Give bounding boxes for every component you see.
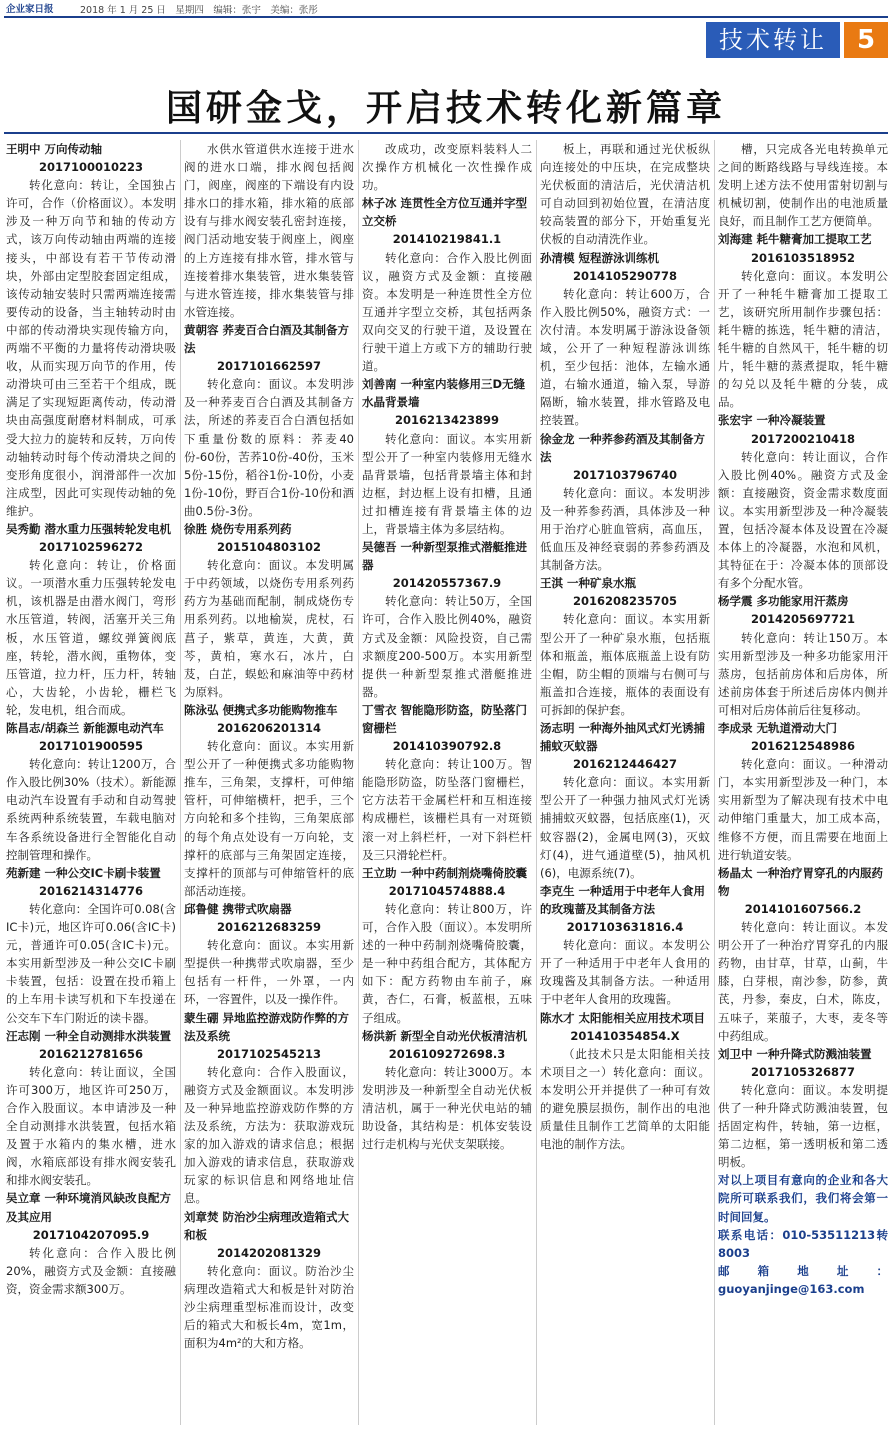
patent-number: 2017101662597: [216, 359, 322, 374]
patent-number: 2016208235705: [572, 594, 678, 609]
project-description: 转化意向：面议。本发明涉及一种荞麦百合白酒及其制备方法，所述的荞麦百合白酒包括如下重量份数的原料：荞麦40份-60份，苦荞10份-40份，玉米5份-15份，稻谷1份-10份，小麦1份-10份，野百合1份-10份和酒曲0.5份-3份。: [184, 377, 354, 518]
project-title: 杨洪新 新型全自动光伏板清洁机: [362, 1028, 528, 1043]
patent-number: 2016206201314: [216, 721, 322, 735]
project-title: 汤志明 一种海外抽风式灯光诱捕捕蚊灭蚊器: [540, 721, 706, 754]
patent-number: 2016212548986: [750, 739, 856, 754]
project-title: 汪志刚 一种全自动测排水洪装置: [6, 1028, 172, 1043]
project-title: 刘善南 一种室内装修用三D无缝水晶背景墙: [362, 377, 526, 410]
project-description: 转化意向：转让100万。智能隐形防盗，防坠落门窗栅栏，它方法若干金属栏杆和互相连接构成栅栏，该栅栏具有一对斑锁滚一对上斜栏杆，一对下斜栏杆及三只滑轮栏杆。: [362, 757, 532, 862]
project-description: 转化意向：面议。本实用新型公开了一种室内装修用无缝水晶背景墙，包括背景墙主体和封边框，封边框上设有扣槽，且通过扣槽连接有背景墙主体的边上，背景墙主体为多层结构。: [362, 431, 532, 536]
project-description: 转化意向：转让600万，合作入股比例50%，融资方式：一次付清。本发明属于游泳设备领域，公开了一种短程游泳训练机，至少包括：池体，左输水通道，右输水通道，输入泵，导游隔断，输水装置，排水管路及电控装置。: [540, 286, 710, 428]
project-description: 改成功，改变原料装料人二次操作方机械化一次性操作成功。: [362, 142, 532, 193]
project-title: 刘卫中 一种升降式防溅油装置: [718, 1046, 872, 1061]
project-title: 刘海建 耗牛糖膏加工提取工艺: [718, 232, 872, 247]
project-description: 转化意向：合作入股比例面议，融资方式及金额：直接融资。本发明是一种连贯性全方位互通并字型立交桥，其包括两条双向交叉的行驶干道，及设置在行驶干道上方或下方的辅助行驶道。: [362, 250, 532, 374]
patent-number: 2014202081329: [216, 1245, 322, 1260]
patent-number: 2017200210418: [750, 431, 856, 446]
column-separator: [180, 140, 181, 1425]
patent-number: 2016109272698.3: [388, 1046, 506, 1061]
project-title: 陈泳弘 便携式多功能购物推车: [184, 702, 338, 717]
project-description: 板上，再联和通过光伏板纵向连接处的中压块，在完成整块光伏板面的清洁后，光伏清洁机可自动回到初始位置，在清洁度较高装置的部分下，开始重复光伏板的自动清洗作业。: [540, 142, 710, 247]
project-title: 吴德吾 一种新型泵推式潜艇推进器: [362, 540, 528, 573]
patent-number: 2016103518952: [750, 250, 856, 265]
project-title: 邱鲁健 携带式吹扇器: [184, 901, 292, 916]
project-description: 转化意向：转让面议，合作入股比例40%。融资方式及金额：直接融资，资金需求数度面议。本实用新型涉及一种冷凝装置，包括冷凝本体及设置在冷凝本体上的冷凝器，水泡和风机，其特征在于：冷凝本体的顶部设有多个分配水管。: [718, 449, 888, 591]
patent-number: 2016214314776: [38, 883, 144, 898]
column-2: [184, 140, 354, 1425]
patent-number: 2017105326877: [750, 1064, 856, 1079]
project-title: 张宏宇 一种冷凝装置: [718, 413, 826, 428]
column-3: [362, 140, 532, 1425]
patent-number: 2017103631816.4: [566, 920, 684, 935]
project-description: 转化意向：面议。一种滑动门，本实用新型涉及一种门，本实用新型为了解决现有技术中电动伸缩门重量大，加工成本高，维修不方便，而且需要在地面上进行轨道安装。: [718, 757, 888, 862]
project-title: 李成录 无轨道滑动大门: [718, 721, 838, 735]
project-title: 黄朝容 荞麦百合白酒及其制备方法: [184, 322, 350, 356]
project-description: 转化意向：面议。防治沙尘病理改造箱式大和板是针对防治沙尘病理重型标准而设计，改变后的箱式大和板长4m，宽1m，面积为4m²的大和方格。: [184, 1263, 354, 1351]
page-header: [0, 0, 892, 16]
patent-number: 2017102545213: [216, 1046, 322, 1061]
project-description: 转化意向：转让面议。本发明公开了一种治疗胃穿孔的内服药物，由甘草，甘草，山蓟，牛膝，白芽根，南沙参，防参，黄芪，丹参，秦皮，白术，陈皮，五味子，莱菔子，大枣，麦冬等中药组成。: [718, 920, 888, 1043]
project-description: 水供水管道供水连接于进水阀的进水口端，排水阀包括阀门，阀座，阀座的下端设有内设排水口的排水箱，排水箱的底部设有与排水阀安装孔密封连接，阀门活动地安装于阀座上，阀座的上方连接有排水管，排水管与连接着排水集装管，进水集装管与进水管连接，排水集装管与排水管连接。: [184, 142, 354, 319]
project-title: 徐金龙 一种荞参药酒及其制备方法: [540, 431, 706, 464]
project-title: 陈水才 太阳能相关应用技术项目: [540, 1010, 706, 1025]
patent-number: 201420557367.9: [392, 576, 502, 591]
project-description: 转化意向：转让3000万。本发明涉及一种新型全自动光伏板清洁机，属于一种光伏电站的辅助设备，其结构是：机体安装设过行走机构与光伏支架联接。: [362, 1064, 532, 1152]
project-description: 转化意向：面议。本发明属于中药领域，以烧伤专用系列药药方为基础而配制，制成烧伤专用系列药。以地榆炭，虎杖，石菖子，紫草，黄连，大黄，黄芩，黄柏，寒水石，冰片，白芨，白芷，蜈蚣和麻油等中药材为原料。: [184, 558, 354, 699]
project-title: 李克生 一种适用于中老年人食用的玫瑰蔷及其制备方法: [540, 883, 706, 916]
patent-number: 2017102596272: [38, 540, 144, 555]
project-description: 转化意向：全国许可0.08(含IC卡)元，地区许可0.06(含IC卡)元，普通许可0.05(含IC卡)元。本实用新型涉及一种公交IC卡刷卡装置，包括：设置在投币箱上的上车用卡读写机和下车投递在公交车下车门附近的读卡器。: [6, 901, 176, 1025]
patent-number: 2016213423899: [394, 413, 500, 428]
patent-number: 2017104574888.4: [388, 883, 506, 898]
project-description: 转化意向：面议。本发明提供了一种升降式防溅油装置，包括固定构件，转轴，第一边框，第二边框，第一透明板和第二透明板。: [718, 1082, 888, 1170]
column-separator: [536, 140, 537, 1425]
column-separator: [358, 140, 359, 1425]
patent-number: 2017104207095.9: [32, 1227, 150, 1242]
project-description: 转化意向：面议。本实用新型公开了一种便携式多功能购物推车，三角架，支撑杆，可伸缩管杆，可伸缩横杆，把手，三个方向轮和多个挂钩，三角架底部的每个角点处设有一万向轮，支撑杆的底部与三角架固定连接，支撑杆的顶部与可伸缩管杆的底部活动连接。: [184, 739, 354, 898]
contact-line3: 邮箱地址：guoyanjinge@163.com: [718, 1263, 888, 1296]
project-description: 转化意向：面议。本发明公开了一种适用于中老年人食用的玫瑰酱及其制备方法。一种适用于中老年人食用的玫瑰酱。: [540, 938, 710, 1007]
project-title: 王淇 一种矿泉水瓶: [540, 576, 637, 591]
project-description: 转化意向：转让1200万，合作入股比例30%（技术）。新能源电动汽车设置有手动和自动驾驶系统两种系统装置，车载电脑对车各系统设备进行全智能化自动控制管理和操作。: [6, 757, 176, 862]
page-number: 5: [844, 22, 888, 58]
project-title: 孙清模 短程游泳训练机: [540, 250, 660, 265]
issue-meta: 2018 年 1 月 25 日 星期四 编辑：张宇 美编：张彤: [80, 5, 318, 16]
project-description: 转化意向：面议。本实用新型公开了一种强力抽风式灯光诱捕捕蚊灭蚊器，包括底座(1)，灭蚊容器(2)，金属电网(3)，灭蚊灯(4)，进气通道壁(5)，抽风机(6)，电源系统(7)。: [540, 775, 710, 880]
project-description: 转化意向：转让面议，全国许可300万，地区许可250万，合作入股面议。本申请涉及一种全自动测排水洪装置，包括水箱及置于水箱内的集水槽，进水阀，水箱底部设有排水阀安装孔和排水阀安装孔。: [6, 1064, 176, 1188]
project-title: 杨学震 多功能家用汗蒸房: [718, 594, 849, 609]
patent-number: 2015104803102: [216, 540, 322, 555]
patent-number: 2016212446427: [572, 757, 678, 772]
contact-line1: 对以上项目有意向的企业和各大院所可联系我们，我们将会第一时间回复。: [718, 1173, 888, 1224]
project-description: 转化意向：合作入股比例20%，融资方式及金额：直接融资，资金需求额300万。: [6, 1245, 176, 1296]
project-title: 丁雪衣 智能隐形防盗，防坠落门窗栅栏: [362, 702, 528, 735]
project-description: 转化意向：面议。本发明公开了一种牦牛糖膏加工提取工艺，该研究所用制作步骤包括：耗牛糖的拣选，牦牛糖的清洁，牦牛糖的自然风干，牦牛糖的切片，牦牛糖的蒸煮提取，牦牛糖的勾兑以及牦牛糖的分装，成品。: [718, 268, 888, 410]
project-description: 转化意向：转让150万。本实用新型涉及一种多功能家用汗蒸房，包括前房体和后房体，所述前房体套于所述后房体内侧并可相对后房体前后往复移动。: [718, 630, 888, 717]
project-title: 林子冰 连贯性全方位互通并字型立交桥: [362, 196, 528, 229]
patent-number: 2014205697721: [750, 612, 856, 627]
patent-number: 201410390792.8: [392, 739, 502, 754]
patent-number: 2016212781656: [38, 1046, 144, 1061]
project-description: 转化意向：合作入股面议，融资方式及金额面议。本发明涉及一种异地监控游戏防作弊的方法及系统，方法为：获取游戏玩家的加入游戏的请求信息；根据加入游戏的请求信息，获取游戏玩家的标识信息和网络地址信息。: [184, 1064, 354, 1206]
project-title: 徐胜 烧伤专用系列药: [184, 521, 292, 536]
patent-number: 2017100010223: [38, 160, 144, 175]
project-description: 转化意向：转让，价格面议。一项潜水重力压强转轮发电机，该机器是由潜水阀门，弯形水压管道，转阀，活塞开关三角板，水压管道，螺纹弹簧阀底座，转轮，潜水阀，重物体，变压管道，拉力杆，压力杆，转轴心，大齿轮，小齿轮，栅栏飞轮，发电机，组合而成。: [6, 558, 176, 717]
patent-number: 2017103796740: [572, 467, 678, 482]
project-title: 刘章焚 防治沙尘病理改造箱式大和板: [184, 1209, 350, 1242]
column-4: [540, 140, 710, 1425]
newspaper-name: 企业家日报: [6, 4, 54, 15]
contact-line2: 联系电话：010-53511213转8003: [718, 1227, 888, 1260]
project-description: 转化意向：面议。本发明涉及一种荞参药酒，具体涉及一种用于治疗心脏血管病，高血压，低血压及神经衰弱的荞参药酒及其制备方法。: [540, 485, 710, 573]
column-separator: [714, 140, 715, 1425]
headline-rule: [4, 132, 888, 134]
project-title: 吴秀勤 潜水重力压强转轮发电机: [6, 521, 172, 536]
project-title: 苑新建 一种公交IC卡刷卡装置: [6, 865, 161, 880]
project-description: 槽，只完成各光电转换单元之间的断路线路与导线连接。本发明上述方法不使用雷射切割与机械切割，使制作出的电池质量良好，而且制作工艺方便简单。: [718, 142, 888, 229]
project-description: （此技术只是太阳能相关技术项目之一）转化意向：面议。本发明公开并提供了一种可有效的避免膜层损伤，制作出的电池质量佳且制作工艺简单的太阳能电池的制作方法。: [540, 1046, 710, 1152]
page-headline: 国研金戈，开启技术转化新篇章: [165, 87, 726, 129]
project-description: 转化意向：转让800万，许可，合作入股（面议）。本发明所述的一种中药制剂烧嘴倚胶囊，是一种中药组合配方，其体配方如下：配方药物由车前子，麻黄，杏仁，石膏，板蓝根，五味子组成。: [362, 901, 532, 1025]
patent-number: 2016212683259: [216, 920, 322, 935]
project-description: 转化意向：转让50万，全国许可，合作入股比例40%，融资方式及金额：风险投资，自己需求额度200-500万。本实用新型提供一种新型泵推式潜艇推进器。: [362, 594, 532, 699]
patent-number: 2017101900595: [38, 739, 144, 754]
project-title: 吴立章 一种环境消风缺改良配方及其应用: [6, 1191, 172, 1224]
patent-number: 201410354854.X: [570, 1028, 680, 1043]
header-rule: [4, 16, 888, 18]
column-1: [6, 140, 176, 1425]
patent-number: 2014101607566.2: [744, 901, 862, 916]
patent-number: 2014105290778: [572, 268, 678, 283]
project-title: 蒙生硼 异地监控游戏防作弊的方法及系统: [184, 1010, 350, 1043]
section-banner: 技术转让: [706, 22, 840, 58]
project-title: 陈昌志/胡森兰 新能源电动汽车: [6, 721, 164, 735]
patent-number: 201410219841.1: [392, 232, 502, 247]
project-title: 王明中 万向传动轴: [6, 142, 103, 156]
project-description: 转化意向：转让，全国独占许可，合作（价格面议）。本发明涉及一种万向节和轴的传动方式，该万向传动轴由两端的连接接头，中部设有若干节传动滑块，外部由定型胶套固定组成，该传动轴安装时只需两端连接需要传动的设备，当主轴转动时由中部的传动滑块实现传输方向，两端不平衡的力量将传动滑块吸收，从而实现万向节的作用，传动滑块可由三至若干个组成，既满足了实现短距离传动，传动滑块由高强度耐磨材料制成，可承受大拉力的旋转和反转，万向传动轴转动时每个传动滑块之间的变形角度很小，润滑部件一次加注成型，因此可实现传动轴的免维护。: [6, 178, 176, 518]
column-5: [718, 140, 888, 1425]
project-description: 转化意向：面议。本实用新型提供一种携带式吹扇器，至少包括有一杆件，一外罩，一内环，一容置件，以及一操作件。: [184, 938, 354, 1007]
project-title: 杨晶太 一种治疗胃穿孔的内服药物: [718, 865, 884, 898]
project-title: 王立助 一种中药制剂烧嘴倚胶囊: [362, 865, 528, 880]
project-description: 转化意向：面议。本实用新型公开了一种矿泉水瓶，包括瓶体和瓶盖，瓶体底瓶盖上设有防尘帽，防尘帽的顶端与右侧可与瓶盖扣合连接，瓶体的表面设有可拆卸的保护套。: [540, 612, 710, 717]
